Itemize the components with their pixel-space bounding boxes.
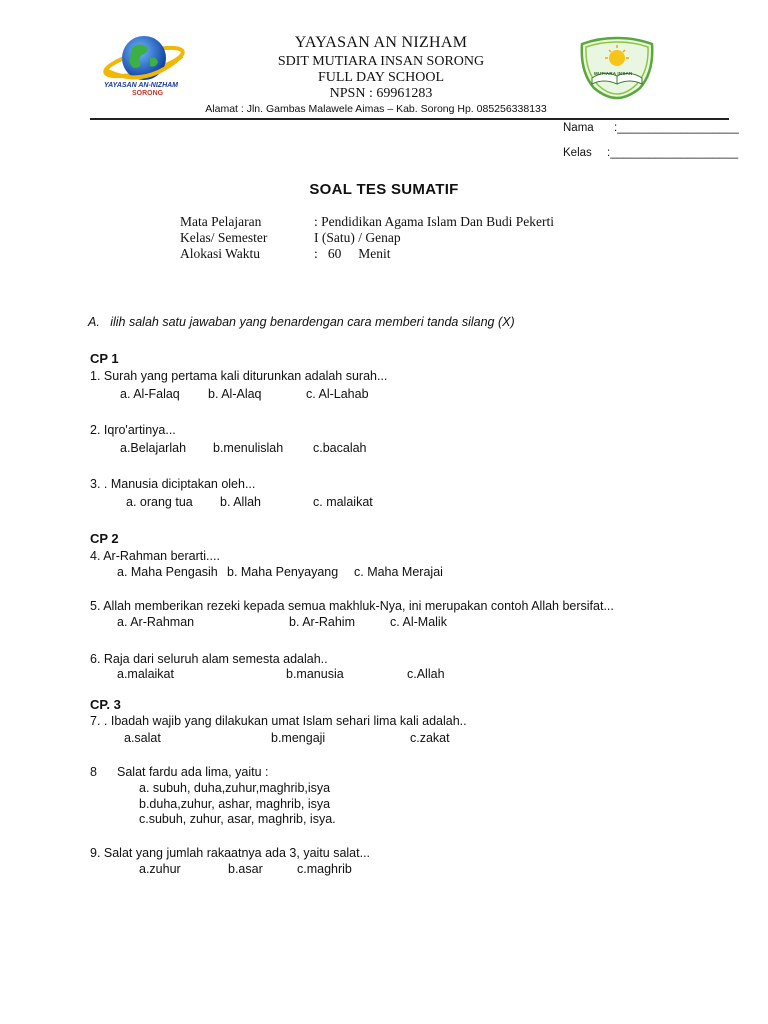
program-name: FULL DAY SCHOOL [317, 70, 444, 85]
question-text: 4. Ar-Rahman berarti.... [90, 549, 220, 563]
option-c[interactable]: c.bacalah [313, 441, 367, 455]
student-name-label: Nama [563, 122, 594, 134]
school-logo-caption: MUTIARA INSAN [594, 71, 633, 76]
option-a[interactable]: a. Ar-Rahman [117, 615, 195, 629]
school-name: SDIT MUTIARA INSAN SORONG [277, 54, 485, 69]
class-semester-label: Kelas/ Semester [180, 230, 268, 245]
subject-label: Mata Pelajaran [180, 214, 262, 229]
option-b[interactable]: b. Al-Alaq [208, 387, 262, 401]
option-c[interactable]: c.subuh, zuhur, asar, maghrib, isya. [139, 812, 336, 826]
section-heading-cp2: CP 2 [90, 531, 119, 546]
subject-value: : Pendidikan Agama Islam Dan Budi Pekerti [314, 214, 554, 229]
option-b[interactable]: b. Allah [220, 495, 262, 509]
option-a[interactable]: a. orang tua [126, 495, 193, 509]
foundation-name: YAYASAN AN NIZHAM [294, 34, 468, 51]
class-semester-value: I (Satu) / Genap [314, 230, 401, 245]
option-b[interactable]: b.duha,zuhur, ashar, maghrib, isya [139, 797, 331, 811]
time-allocation-label: Alokasi Waktu [180, 246, 261, 261]
option-c[interactable]: c. Maha Merajai [354, 565, 443, 579]
header-divider [90, 118, 729, 120]
time-allocation-value: : 60 Menit [314, 246, 391, 261]
option-a[interactable]: a.malaikat [117, 667, 174, 681]
page-title: SOAL TES SUMATIF [309, 181, 459, 198]
option-a[interactable]: a. subuh, duha,zuhur,maghrib,isya [139, 781, 331, 795]
student-name-blank[interactable]: :___________________ [614, 122, 739, 134]
option-c[interactable]: c. malaikat [313, 495, 373, 509]
question-text: 3. . Manusia diciptakan oleh... [90, 477, 256, 491]
question-text: 2. Iqro'artinya... [90, 423, 176, 437]
option-a[interactable]: a. Maha Pengasih [117, 565, 218, 579]
question-text: 9. Salat yang jumlah rakaatnya ada 3, yaitu salat... [90, 846, 371, 860]
option-a[interactable]: a. Al-Falaq [120, 387, 180, 401]
option-a[interactable]: a.Belajarlah [120, 441, 187, 455]
address: Alamat : Jln. Gambas Malawele Aimas – Kab. Sorong Hp. 085256338133 [205, 103, 547, 115]
question-text: 7. . Ibadah wajib yang dilakukan umat Islam sehari lima kali adalah.. [90, 714, 467, 728]
question-text: 1. Surah yang pertama kali diturunkan adalah surah... [90, 369, 388, 383]
question-text: 6. Raja dari seluruh alam semesta adalah.. [90, 652, 328, 666]
school-logo [578, 36, 656, 100]
foundation-logo-caption-1: YAYASAN AN-NIZHAM [104, 82, 179, 89]
option-c[interactable]: c.zakat [410, 731, 450, 745]
option-b[interactable]: b.menulislah [213, 441, 284, 455]
option-b[interactable]: b.mengaji [271, 731, 326, 745]
option-b[interactable]: b.asar [228, 862, 263, 876]
option-a[interactable]: a.salat [124, 731, 161, 745]
option-c[interactable]: c. Al-Malik [390, 615, 447, 629]
option-a[interactable]: a.zuhur [139, 862, 181, 876]
question-text: 5. Allah memberikan rezeki kepada semua makhluk-Nya, ini merupakan contoh Allah bersifat... [90, 599, 614, 613]
option-c[interactable]: c. Al-Lahab [306, 387, 369, 401]
student-class-blank[interactable]: :____________________ [607, 147, 739, 159]
school-emblem-icon [578, 36, 656, 100]
instruction: A. ilih salah satu jawaban yang benardengan cara memberi tanda silang (X) [88, 315, 515, 329]
section-heading-cp1: CP 1 [90, 351, 119, 366]
option-c[interactable]: c.maghrib [297, 862, 352, 876]
option-b[interactable]: b.manusia [286, 667, 344, 681]
option-b[interactable]: b. Ar-Rahim [289, 615, 355, 629]
question-number: 8 [90, 765, 97, 779]
foundation-logo-caption-2: SORONG [132, 90, 164, 97]
option-b[interactable]: b. Maha Penyayang [227, 565, 339, 579]
question-text: Salat fardu ada lima, yaitu : [117, 765, 269, 779]
option-c[interactable]: c.Allah [407, 667, 445, 681]
student-class-label: Kelas [563, 147, 592, 159]
npsn: NPSN : 69961283 [329, 86, 433, 101]
section-heading-cp3: CP. 3 [90, 697, 121, 712]
